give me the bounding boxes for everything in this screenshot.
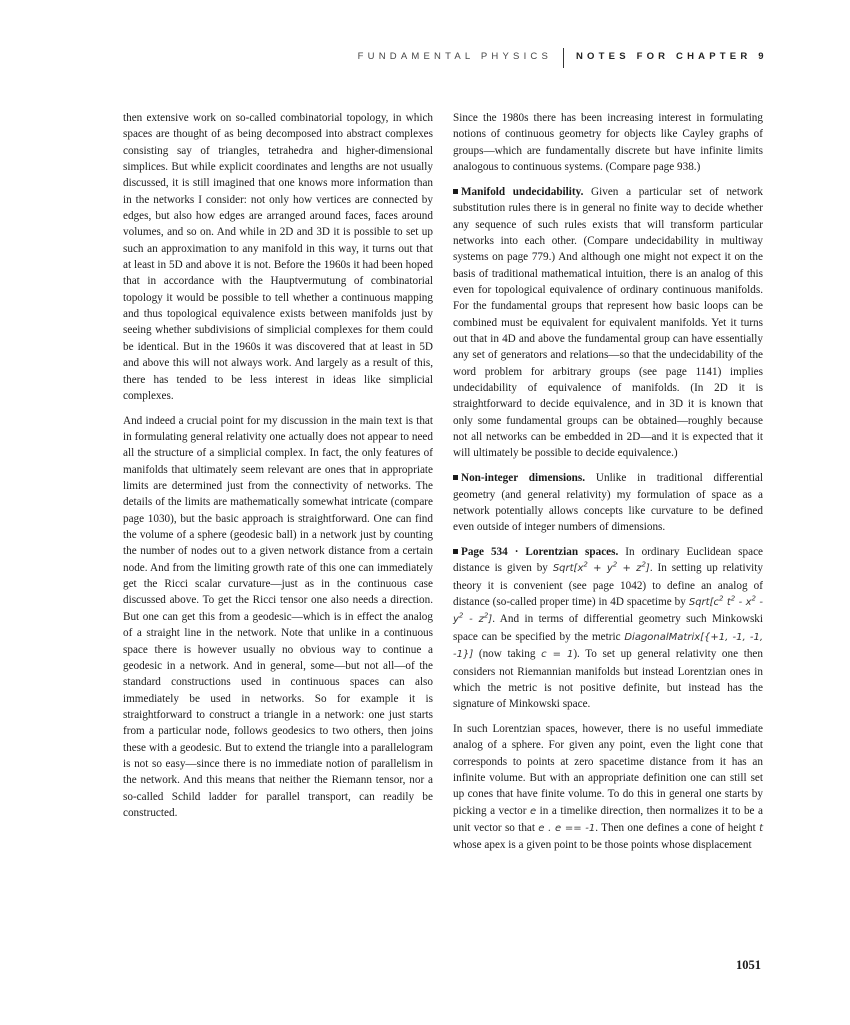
formula-normalization: e . e == -1	[538, 823, 596, 835]
formula-metric: DiagonalMatrix[{+1, -1, -1, -1}]	[453, 631, 763, 661]
bullet-icon	[453, 189, 458, 194]
note-manifold-undecidability	[453, 184, 763, 462]
running-header	[0, 48, 850, 68]
note-text: In ordinary Euclidean space distance is given by	[453, 546, 764, 575]
bullet-icon	[453, 549, 458, 554]
note-non-integer-dimensions	[453, 470, 763, 535]
header-book-title: FUNDAMENTAL PHYSICS	[357, 51, 552, 62]
note-text: ). To set up general relativity one then considers not Riemannian manifolds but instead Lorentzian ones in which the metric is not positive definite, but instead has the signature of Minkowski space.	[453, 648, 763, 711]
note-text: Given a particular set of network substitution rules there is in general no finite way to decide whether any sequence of such rules exists that will transform particular networks into each other. (Compare undecidability in multiway systems on page 779.) And although one might not expect it on the basis of traditional mathematical intuition, there is an analog of this even for topological equivalence of ordinary continuous manifolds. For the fundamental groups that represent how basic loops can be combined must be equivalent for equivalent manifolds. Yet it turns out that in 4D and above the fundamental group can have essentially any set of generators and relations—so that the undecidability of the word problem for arbitrary groups (see page 1141) implies undecidability of equivalence of manifolds. (In 2D it is straightforward to decide equivalence, and in 3D it is known that only some fundamental groups can be obtained—roughly because not all networks can be embedded in 2D—and it is expected that it will ultimately be possible to decide equivalence.)	[453, 185, 763, 460]
note-heading: Manifold undecidability.	[461, 185, 584, 198]
header-divider	[563, 48, 564, 68]
formula-e: e	[530, 805, 537, 817]
note-text: . And in terms of differential geometry such Minkowski space can be specified by the metric	[453, 613, 763, 643]
paragraph: then extensive work on so-called combinatorial topology, in which spaces are thought of as being decomposed into abstract complexes consisting say of triangles, tetrahedra and higher-dimensional simplices. But while explicit coordinates and lengths are not usually discussed, it is still imagined that one knows more information than in the networks I consider: not only how vertices are connected by edges, but also how edges are arranged around faces, faces around volumes, and so on. And while in 2D and 3D it is possible to set up such an approximation to any manifold in this way, it turns out that at least in 5D and above it is not. Before the 1960s it had been hoped that in accordance with the Hauptvermutung of combinatorial topology it would be possible to tell whether a continuous mapping and thus topological equivalence exists between manifolds just by seeing whether subdivisions of simplicial complexes for them could be identical. But in the 1960s it was discovered that at least in 5D and above this will not always work. And largely as a result of this, there has tended to be less interest in ideas like simplicial complexes.	[123, 112, 433, 402]
formula-c: c = 1	[541, 649, 574, 661]
note-heading: Non-integer dimensions.	[461, 472, 586, 485]
right-column	[453, 110, 763, 862]
paragraph: In such Lorentzian spaces, however, there is no useful immediate analog of a sphere. For given any point, even the light cone that corresponds to points at zero spacetime distance from it has an infinite volume. But with an appropriate definition one can still set up cones that have finite volume. To do this in general one starts by picking a vector e in a timelike direction, then normalizes it to be a unit vector so that e . e == -1. Then one defines a cone of height t whose apex is a given point to be those points whose displacement	[453, 723, 763, 852]
note-text: Unlike in traditional differential geometry (and general relativity) my formulation of space as a network potentially allows concepts like curvature to be defined even outside of integer numbers of dimensions.	[453, 472, 763, 534]
formula-euclidean: $Sqrt[x^2 + y^2 + z^2]$	[552, 561, 650, 575]
bullet-icon	[453, 475, 458, 480]
left-column	[123, 110, 433, 830]
note-text: . In setting up relativity theory it is convenient (see page 1042) to define an analog of distance (so-called proper time) in 4D spacetime by	[453, 562, 763, 609]
formula-proper-time: $Sqrt[c^2$ $t^2 - x^2 - y^2 - z^2$]	[453, 594, 764, 626]
formula-t: t	[759, 823, 763, 835]
note-heading: Page 534 · Lorentzian spaces.	[461, 546, 619, 559]
page-number: 1051	[736, 958, 761, 972]
note-text: (now taking	[473, 648, 542, 661]
paragraph: Since the 1980s there has been increasing interest in formulating notions of continuous geometry for objects like Cayley graphs of groups—which are fundamentally discrete but have infinite limits analogous to continuous systems. (Compare page 938.)	[453, 112, 763, 174]
header-chapter-title: NOTES FOR CHAPTER 9	[576, 51, 768, 62]
paragraph: And indeed a crucial point for my discussion in the main text is that in formulating general relativity one actually does not appear to need all the structure of a simplicial complex. In fact, the only features of manifolds that ultimately seem relevant are ones that in appropriate limits are determined just from the connectivity of networks. The details of the limits are mathematically somewhat intricate (compare page 1030), but the basic approach is straightforward. One can find the volume of a sphere (geodesic ball) in a network just by counting the number of nodes out to a given network distance from a certain node. And from the limiting growth rate of this one can immediately get the Ricci scalar curvature—just as in the continuous case discussed above. To get the Ricci tensor one also needs a direction. But one can get this from a geodesic—which is in effect the analog of a straight line in the network. Note that unlike in a continuous space there is however usually no obvious way to continue a geodesic in a network. And in general, some—but not all—of the standard constructions used in continuous spaces can also immediately be used in networks. So for example it is straightforward to construct a triangle in a network: one just starts from a particular node, follows geodesics to two others, then joins these with a geodesic. But to extend the triangle into a parallelogram is not so easy—since there is no immediate notion of parallelism in the network. And this means that neither the Riemann tensor, nor a so-called Schild ladder for parallel transport, can readily be constructed.	[123, 414, 433, 819]
note-lorentzian-spaces	[453, 544, 763, 712]
